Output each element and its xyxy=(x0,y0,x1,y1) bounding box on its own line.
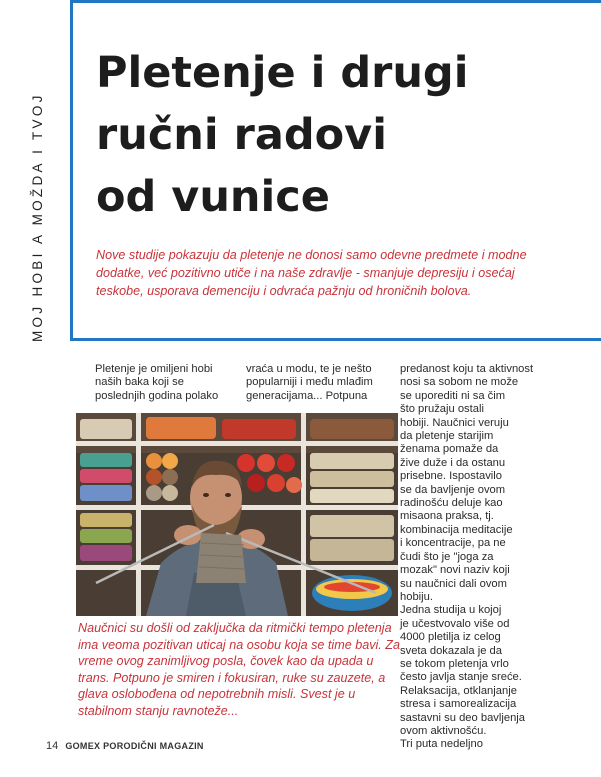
col3-line: Jedna studija u kojoj xyxy=(400,604,502,617)
page-footer xyxy=(46,740,204,752)
title-line-3: od vunice xyxy=(96,172,330,222)
col3-line: sastavni su deo bavljenja xyxy=(400,711,526,724)
col3-line: radinošću deluje kao xyxy=(400,497,503,510)
title-line-1: Pletenje i drugi xyxy=(96,48,469,98)
article-lead: Nove studije pokazuju da pletenje ne donosi samo odevne predmete i modne dodatke, već pozitivno utiče i na naše zdravlje - smanjuje depresiju i osećaj teskobe, usporava demenciju i odvraća pažnju od hroničnih bolova. xyxy=(96,248,527,298)
col3-line: žive duže i da ostanu xyxy=(400,456,506,469)
col3-line: što pružaju ostali xyxy=(400,403,484,416)
col3-line: ženama pomaže da xyxy=(400,443,499,456)
col3-line: mozak" novi naziv koji xyxy=(400,564,510,577)
body-column-1 xyxy=(95,363,235,403)
col3-line: su naučnici dali ovom xyxy=(400,577,507,590)
frame-top-rule xyxy=(70,0,601,3)
magazine-name: GOMEX PORODIČNI MAGAZIN xyxy=(65,741,204,751)
col3-line: predanost koju ta aktivnost xyxy=(400,363,534,375)
frame-bottom-rule xyxy=(70,338,601,341)
col3-line: se uporediti ni sa čim xyxy=(400,389,506,402)
frame-left-rule xyxy=(70,0,73,340)
photo-caption: Naučnici su došli od zaključka da ritmički tempo pletenja ima veoma pozitivan uticaj na osobu koja se time bavi. Za vreme ovog zanimljivog posla, čovek kao da upada u trans. Potpuno je smiren i fokusiran, ruke su zauzete, a glava oslobođena od nepotrebnih misli. Svest je u stabilnom stanju ravnoteže... xyxy=(78,621,401,718)
col3-line: hobiju. xyxy=(400,590,433,603)
col3-line: prisebne. Ispostavilo xyxy=(400,470,502,483)
col3-line: Relaksacija, otklanjanje xyxy=(400,684,517,697)
col3-line: 4000 pletilja iz celog xyxy=(400,631,501,644)
col3-line: Tri puta nedeljno xyxy=(400,738,483,751)
col3-line: čudi što je "joga za xyxy=(400,550,494,563)
col3-line: stresa i samorealizacija xyxy=(400,698,517,711)
body-column-3 xyxy=(400,363,550,752)
col3-line: nosi sa sobom ne može xyxy=(400,376,519,389)
col3-line: ovom aktivnošću. xyxy=(400,724,487,737)
section-kicker: MOJ HOBI A MOŽDA I TVOJ xyxy=(30,92,45,342)
col3-line: hobiji. Naučnici veruju xyxy=(400,416,509,429)
page-number: 14 xyxy=(46,740,59,752)
title-line-2: ručni radovi xyxy=(96,110,387,160)
article-title xyxy=(96,42,576,228)
col3-line: kombinacija meditacije xyxy=(400,523,513,536)
knitting-man-photo xyxy=(76,413,398,616)
col3-line: sveta dokazala je da xyxy=(400,644,502,657)
col3-line: da pletenje starijim xyxy=(400,430,494,443)
body-text-col2: vraća u modu, te je nešto popularniji i među mlađim generacijama... Potpuna xyxy=(246,363,373,402)
body-column-2 xyxy=(246,363,386,403)
body-text-col1: Pletenje je omiljeni hobi naših baka koji se poslednjih godina polako xyxy=(95,363,219,402)
col3-line: se tokom pletenja vrlo xyxy=(400,657,509,670)
col3-line: se da bavljenje ovom xyxy=(400,483,506,496)
col3-line: često javlja stanje sreće. xyxy=(400,671,522,684)
col3-line: je učestvovalo više od xyxy=(400,617,510,630)
col3-line: misaona praksa, tj. xyxy=(400,510,494,523)
col3-line: i koncentracije, pa ne xyxy=(400,537,506,550)
